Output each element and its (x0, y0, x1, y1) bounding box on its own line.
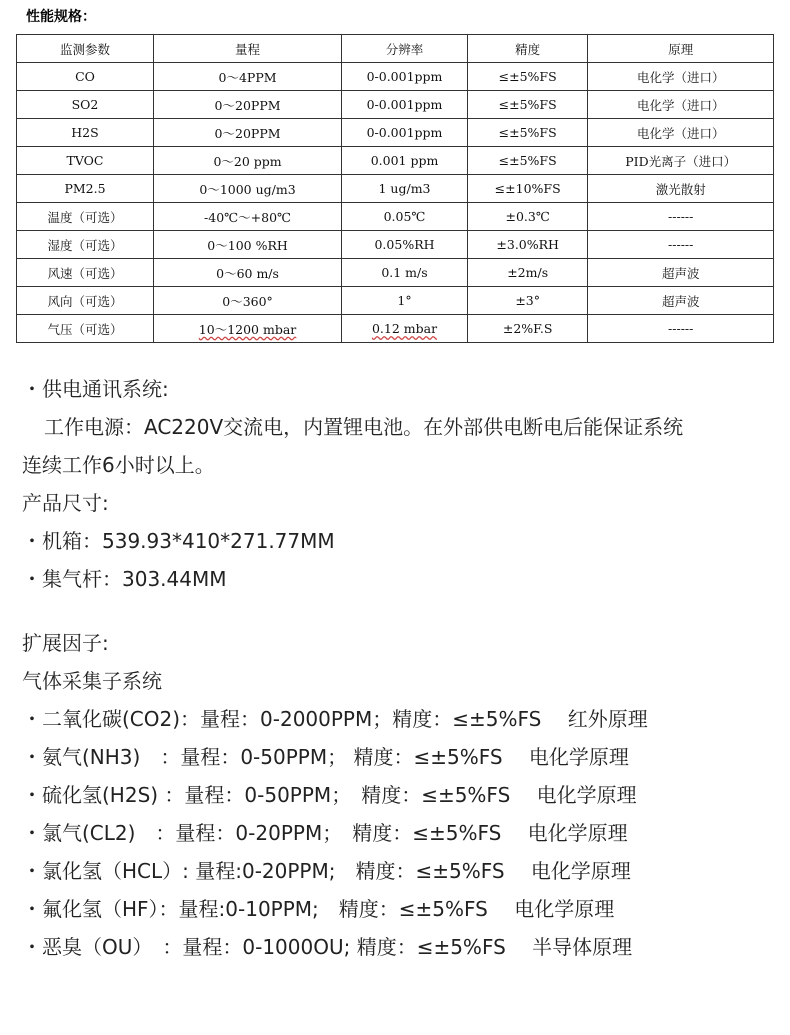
cell-range: 0～20PPM (154, 91, 342, 119)
header-parameter: 监测参数 (17, 35, 154, 63)
table-row (17, 287, 774, 315)
cell-parameter: 温度（可选） (17, 203, 154, 231)
extension-subheading: 气体采集子系统 (22, 669, 162, 693)
cell-principle: ------ (588, 203, 774, 231)
cell-accuracy: ≤±5%FS (467, 119, 587, 147)
cell-range: -40℃～+80℃ (154, 203, 342, 231)
spec-table (16, 34, 774, 343)
cell-resolution: 0.05℃ (342, 203, 468, 231)
cell-range: 0～60 m/s (154, 259, 342, 287)
table-row (17, 203, 774, 231)
cell-resolution: 0.12 mbar (342, 315, 468, 343)
cell-accuracy: ≤±5%FS (467, 147, 587, 175)
spec-header-row (17, 35, 774, 63)
list-item: ・硫化氢(H2S) ：量程：0-50PPM； 精度：≤±5%FS 电化学原理 (22, 783, 637, 807)
power-line-2: 连续工作6小时以上。 (22, 453, 215, 477)
table-row (17, 91, 774, 119)
table-row (17, 315, 774, 343)
cell-parameter: 风速（可选） (17, 259, 154, 287)
cell-parameter: TVOC (17, 147, 154, 175)
header-principle: 原理 (588, 35, 774, 63)
cell-accuracy: ±0.3℃ (467, 203, 587, 231)
table-row (17, 63, 774, 91)
table-row (17, 231, 774, 259)
cell-range: 10～1200 mbar (154, 315, 342, 343)
cell-accuracy: ≤±5%FS (467, 91, 587, 119)
cell-principle: ------ (588, 231, 774, 259)
header-range: 量程 (154, 35, 342, 63)
cell-resolution: 0-0.001ppm (342, 63, 468, 91)
cell-accuracy: ±2%F.S (467, 315, 587, 343)
cell-parameter: 气压（可选） (17, 315, 154, 343)
cell-principle: 电化学（进口） (588, 63, 774, 91)
cell-accuracy: ±2m/s (467, 259, 587, 287)
extension-heading: 扩展因子: (22, 631, 109, 655)
cell-parameter: 风向（可选） (17, 287, 154, 315)
cell-range: 0～4PPM (154, 63, 342, 91)
cell-principle: 超声波 (588, 287, 774, 315)
list-item: ・恶臭（OU） ：量程：0-1000OU; 精度：≤±5%FS 半导体原理 (22, 935, 633, 959)
size-rod: ・集气杆：303.44MM (22, 567, 227, 591)
cell-parameter: PM2.5 (17, 175, 154, 203)
cell-principle: 激光散射 (588, 175, 774, 203)
cell-parameter: 湿度（可选） (17, 231, 154, 259)
list-item: ・氟化氢（HF）：量程:0-10PPM; 精度：≤±5%FS 电化学原理 (22, 897, 615, 921)
cell-parameter: CO (17, 63, 154, 91)
header-accuracy: 精度 (467, 35, 587, 63)
cell-resolution: 0.1 m/s (342, 259, 468, 287)
cell-accuracy: ±3° (467, 287, 587, 315)
cell-resolution: 1 ug/m3 (342, 175, 468, 203)
size-chassis: ・机箱：539.93*410*271.77MM (22, 529, 335, 553)
cell-principle: 电化学（进口） (588, 119, 774, 147)
power-line-1: 工作电源：AC220V交流电，内置锂电池。在外部供电断电后能保证系统 (44, 415, 684, 439)
cell-principle: 电化学（进口） (588, 91, 774, 119)
cell-range: 0～360° (154, 287, 342, 315)
cell-accuracy: ≤±5%FS (467, 63, 587, 91)
cell-principle: ------ (588, 315, 774, 343)
cell-principle: PID光离子（进口） (588, 147, 774, 175)
cell-parameter: SO2 (17, 91, 154, 119)
spec-title: 性能规格： (26, 9, 96, 25)
cell-resolution: 0.001 ppm (342, 147, 468, 175)
cell-resolution: 0-0.001ppm (342, 119, 468, 147)
cell-range: 0～20 ppm (154, 147, 342, 175)
cell-principle: 超声波 (588, 259, 774, 287)
cell-accuracy: ≤±10%FS (467, 175, 587, 203)
cell-range: 0～1000 ug/m3 (154, 175, 342, 203)
cell-resolution: 0.05%RH (342, 231, 468, 259)
power-heading: ・供电通讯系统: (22, 377, 169, 401)
cell-range: 0～100 %RH (154, 231, 342, 259)
size-heading: 产品尺寸: (22, 491, 109, 515)
cell-parameter: H2S (17, 119, 154, 147)
header-resolution: 分辨率 (342, 35, 468, 63)
cell-resolution: 0-0.001ppm (342, 91, 468, 119)
cell-resolution: 1° (342, 287, 468, 315)
list-item: ・氯气(CL2) ：量程：0-20PPM； 精度：≤±5%FS 电化学原理 (22, 821, 628, 845)
cell-range: 0～20PPM (154, 119, 342, 147)
list-item: ・二氧化碳(CO2)：量程：0-2000PPM；精度：≤±5%FS 红外原理 (22, 707, 648, 731)
list-item: ・氨气(NH3) ：量程：0-50PPM； 精度：≤±5%FS 电化学原理 (22, 745, 629, 769)
table-row (17, 119, 774, 147)
table-row (17, 175, 774, 203)
cell-accuracy: ±3.0%RH (467, 231, 587, 259)
list-item: ・氯化氢（HCL）: 量程:0-20PPM; 精度：≤±5%FS 电化学原理 (22, 859, 631, 883)
table-row (17, 147, 774, 175)
table-row (17, 259, 774, 287)
